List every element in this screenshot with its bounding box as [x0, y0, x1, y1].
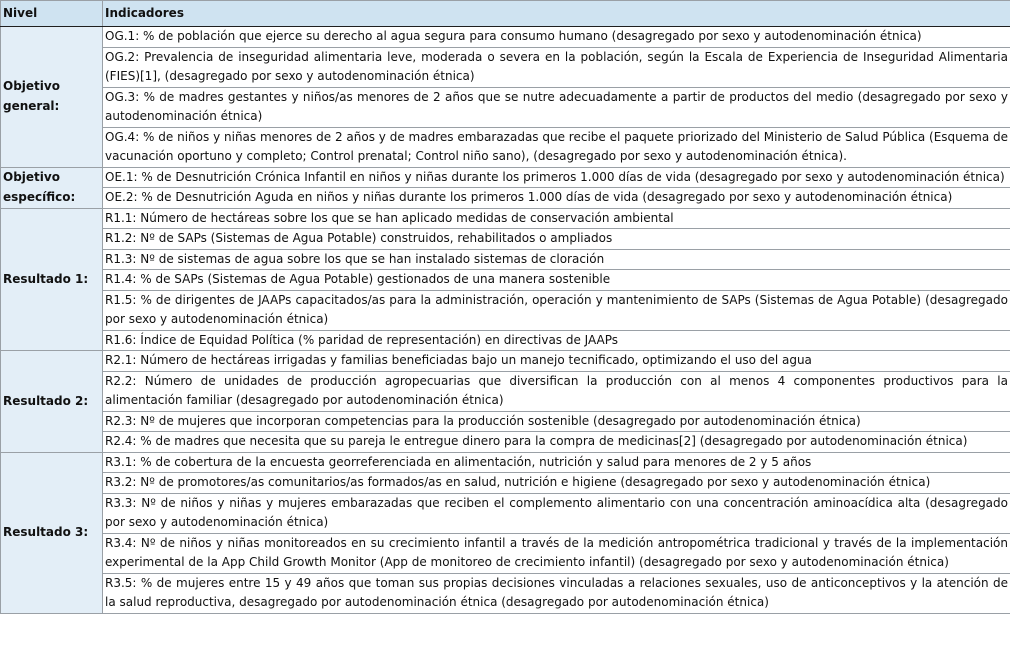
- table-row: [1, 432, 1010, 453]
- indicator-cell: OG.1: % de población que ejerce su derecho al agua segura para consumo humano (desagregado por sexo y autodenominación étnica): [103, 27, 1010, 48]
- level-cell: Resultado 2:: [1, 351, 103, 453]
- table-row: [1, 167, 1010, 188]
- header-indicators: Indicadores: [103, 1, 1010, 27]
- indicator-cell: R1.1: Número de hectáreas sobre los que se han aplicado medidas de conservación ambiental: [103, 208, 1010, 229]
- table-row: [1, 371, 1010, 411]
- table-row: [1, 452, 1010, 473]
- table-row: [1, 573, 1010, 613]
- indicator-cell: R3.4: Nº de niños y niñas monitoreados en su crecimiento infantil a través de la medición antropométrica tradicional y través de la implementación experimental de la App Child Growth Monitor (App de monitoreo de crecimiento infantil) (desagregado por sexo y autodenominación étnica): [103, 533, 1010, 573]
- table-row: [1, 270, 1010, 291]
- indicator-cell: OG.2: Prevalencia de inseguridad alimentaria leve, moderada o severa en la población, según la Escala de Experiencia de Inseguridad Alimentaria (FIES)[1], (desagregado por sexo y autodenominación étnica): [103, 47, 1010, 87]
- table-row: [1, 290, 1010, 330]
- indicator-cell: OG.4: % de niños y niñas menores de 2 años y de madres embarazadas que recibe el paquete priorizado del Ministerio de Salud Pública (Esquema de vacunación oportuno y completo; Control prenatal; Control niño sano), (desagregado por sexo y autodenominación étnica).: [103, 127, 1010, 167]
- indicator-cell: R2.1: Número de hectáreas irrigadas y familias beneficiadas bajo un manejo tecnificado, optimizando el uso del agua: [103, 351, 1010, 372]
- indicator-cell: R2.2: Número de unidades de producción agropecuarias que diversifican la producción con al menos 4 componentes productivos para la alimentación familiar (desagregado por autodenominación étnica): [103, 371, 1010, 411]
- table-row: [1, 208, 1010, 229]
- indicator-cell: OE.1: % de Desnutrición Crónica Infantil en niños y niñas durante los primeros 1.000 días de vida (desagregado por sexo y autodenominación étnica): [103, 167, 1010, 188]
- table-row: [1, 533, 1010, 573]
- table-row: [1, 47, 1010, 87]
- indicator-cell: R1.2: Nº de SAPs (Sistemas de Agua Potable) construidos, rehabilitados o ampliados: [103, 229, 1010, 250]
- indicator-cell: OG.3: % de madres gestantes y niños/as menores de 2 años que se nutre adecuadamente a partir de productos del medio (desagregado por sexo y autodenominación étnica): [103, 87, 1010, 127]
- table-body: [1, 27, 1010, 614]
- indicator-cell: R3.2: Nº de promotores/as comunitarios/as formados/as en salud, nutrición e higiene (desagregado por sexo y autodenominación étnica): [103, 473, 1010, 494]
- indicator-cell: R2.4: % de madres que necesita que su pareja le entregue dinero para la compra de medicinas[2] (desagregado por autodenominación étnica): [103, 432, 1010, 453]
- indicator-cell: R1.3: Nº de sistemas de agua sobre los que se han instalado sistemas de cloración: [103, 249, 1010, 270]
- table-row: [1, 188, 1010, 209]
- table-row: [1, 229, 1010, 250]
- indicator-cell: R3.3: Nº de niños y niñas y mujeres embarazadas que reciben el complemento alimentario con una concentración aminoacídica alta (desagregado por sexo y autodenominación étnica): [103, 493, 1010, 533]
- indicator-cell: R3.5: % de mujeres entre 15 y 49 años que toman sus propias decisiones vinculadas a relaciones sexuales, uso de anticonceptivos y la atención de la salud reproductiva, desagregado por autodenominación étnica (desagregado por autodenominación étnica): [103, 573, 1010, 613]
- header-level: Nivel: [1, 1, 103, 27]
- table-row: [1, 330, 1010, 351]
- table-row: [1, 473, 1010, 494]
- table-row: [1, 127, 1010, 167]
- indicator-cell: R1.6: Índice de Equidad Política (% paridad de representación) en directivas de JAAPs: [103, 330, 1010, 351]
- indicator-cell: R2.3: Nº de mujeres que incorporan competencias para la producción sostenible (desagregado por autodenominación étnica): [103, 411, 1010, 432]
- table-row: [1, 27, 1010, 48]
- level-cell: Resultado 3:: [1, 452, 103, 613]
- indicator-cell: R3.1: % de cobertura de la encuesta georreferenciada en alimentación, nutrición y salud para menores de 2 y 5 años: [103, 452, 1010, 473]
- header-row: [1, 1, 1010, 27]
- indicator-cell: R1.4: % de SAPs (Sistemas de Agua Potable) gestionados de una manera sostenible: [103, 270, 1010, 291]
- indicator-cell: R1.5: % de dirigentes de JAAPs capacitados/as para la administración, operación y mantenimiento de SAPs (Sistemas de Agua Potable) (desagregado por sexo y autodenominación étnica): [103, 290, 1010, 330]
- table-row: [1, 249, 1010, 270]
- table-row: [1, 493, 1010, 533]
- table-row: [1, 351, 1010, 372]
- indicator-cell: OE.2: % de Desnutrición Aguda en niños y niñas durante los primeros 1.000 días de vida (desagregado por sexo y autodenominación étnica): [103, 188, 1010, 209]
- level-cell: Objetivo general:: [1, 27, 103, 168]
- level-cell: Objetivo específico:: [1, 167, 103, 208]
- level-cell: Resultado 1:: [1, 208, 103, 351]
- table-row: [1, 411, 1010, 432]
- table-row: [1, 87, 1010, 127]
